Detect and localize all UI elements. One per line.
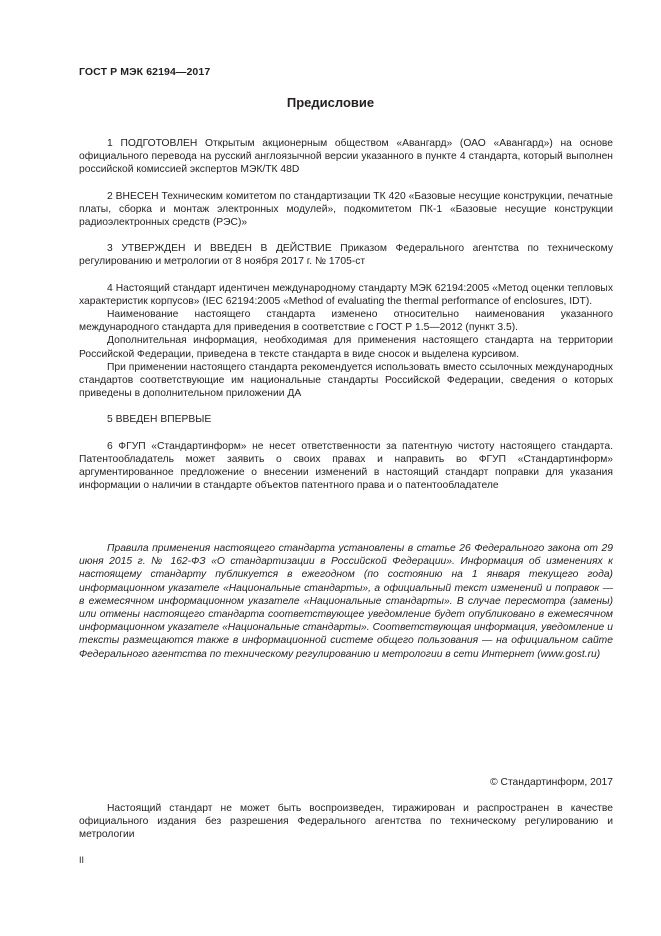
- section-4-paragraph-3: Дополнительная информация, необходимая для применения настоящего стандарта на территории Российской Федерации, приведена в тексте стандарта в виде сносок и выделена курсивом.: [79, 335, 613, 360]
- section-5: 5 ВВЕДЕН ВПЕРВЫЕ: [107, 414, 212, 426]
- section-4-paragraph-2: Наименование настоящего стандарта изменено относительно наименования указанного международного стандарта для приведения в соответствие с ГОСТ Р 1.5—2012 (пункт 3.5).: [79, 309, 613, 334]
- rules-notice: [79, 542, 613, 661]
- page-number: II: [79, 855, 85, 865]
- rules-notice-text: Правила применения настоящего стандарта установлены в статье 26 Федерального закона от 29 июня 2015 г. № 162-ФЗ «О стандартизации в Российской Федерации». Информация об изменениях к настоящему стандарту публикуется в ежегодном (по состоянию на 1 января текущего года) информационном указателе «Национальные стандарты», а официальный текст изменений и поправок — в ежемесячном информационном указателе «Национальные стандарты». В случае пересмотра (замены) или отмены настоящего стандарта соответствующее уведомление будет опубликовано в ежемесячном информационном указателе «Национальные стандарты». Соответствующая информация, уведомление и тексты размещаются также в информационной системе общего пользования — на официальном сайте Федерального агентства по техническому регулированию и метрологии в сети Интернет (www.gost.ru): [79, 543, 613, 660]
- section-4: 4 Настоящий стандарт идентичен международному стандарту МЭК 62194:2005 «Метод оценки тепловых характеристик корпусов» (IEC 62194:2005 «Method of evaluating the thermal performance of enclosures, IDT).: [79, 282, 613, 307]
- foreword-body: [79, 137, 613, 492]
- reproduction-notice-text: Настоящий стандарт не может быть воспроизведен, тиражирован и распространен в качестве официального издания без разрешения Федерального агентства по техническому регулированию и метрологии: [79, 803, 613, 841]
- copyright-line: © Стандартинформ, 2017: [490, 777, 613, 788]
- standard-code: ГОСТ Р МЭК 62194—2017: [79, 66, 211, 78]
- section-6: 6 ФГУП «Стандартинформ» не несет ответственности за патентную чистоту настоящего стандарта. Патентообладатель может заявить о своих правах и направить во ФГУП «Стандартинформ» аргументированное предложение о внесении изменений в настоящий стандарт поправки для указания информации о наличии в стандарте объектов патентного права и о патентообладателе: [79, 440, 613, 492]
- section-3: 3 УТВЕРЖДЕН И ВВЕДЕН В ДЕЙСТВИЕ Приказом Федерального агентства по техническому регулированию и метрологии от 8 ноября 2017 г. № 1705-ст: [79, 243, 613, 268]
- section-2: 2 ВНЕСЕН Техническим комитетом по стандартизации ТК 420 «Базовые несущие конструкции, печатные платы, сборка и монтаж электронных модулей», подкомитетом ПК-1 «Базовые несущие конструкции радиоэлектронных средств (РЭС)»: [79, 190, 613, 229]
- reproduction-notice: [79, 802, 613, 842]
- section-1: 1 ПОДГОТОВЛЕН Открытым акционерным обществом «Авангард» (ОАО «Авангард») на основе официального перевода на русский англоязычной версии указанного в пункте 4 стандарта, который выполнен российской комиссией экспертов МЭК/ТК 48D: [79, 138, 613, 176]
- page-title: Предисловие: [286, 95, 375, 110]
- section-4-paragraph-4: При применении настоящего стандарта рекомендуется использовать вместо ссылочных международных стандартов соответствующие им национальные стандарты Российской Федерации, сведения о которых приведены в дополнительном приложении ДА: [79, 361, 613, 400]
